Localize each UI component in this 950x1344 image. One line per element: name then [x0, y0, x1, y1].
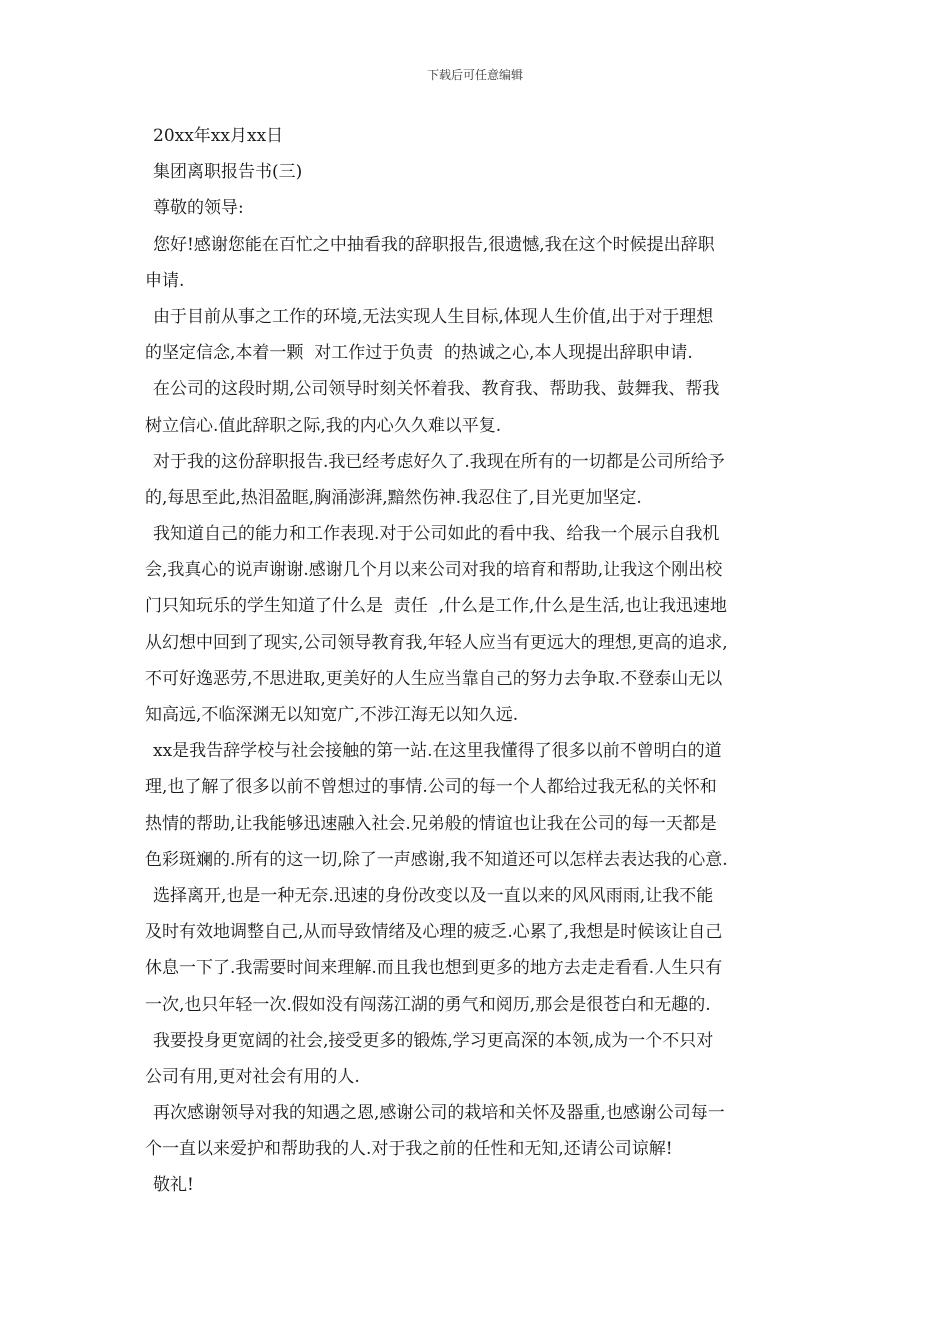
text-line: 知高远,不临深渊无以知宽广,不涉江海无以知久远. — [145, 705, 519, 725]
header-note: 下载后可任意编辑 — [426, 68, 523, 82]
text-line: 会,我真心的说声谢谢.感谢几个月以来公司对我的培育和帮助,让我这个刚出校 — [145, 560, 723, 581]
text-line: 敬礼! — [153, 1175, 194, 1196]
text-line: 再次感谢领导对我的知遇之恩,感谢公司的栽培和关怀及器重,也感谢公司每一 — [153, 1103, 725, 1124]
text-line: 的,每思至此,热泪盈眶,胸涌澎湃,黯然伤神.我忍住了,目光更加坚定. — [145, 487, 642, 508]
text-line: 公司有用,更对社会有用的人. — [145, 1066, 360, 1087]
text-line: 申请. — [145, 270, 185, 291]
text-line: 我知道自己的能力和工作表现.对于公司如此的看中我、给我一个展示自我机 — [153, 524, 720, 545]
text-line: 在公司的这段时期,公司领导时刻关怀着我、教育我、帮助我、鼓舞我、帮我 — [153, 379, 720, 400]
text-line: 门只知玩乐的学生知道了什么是 责任 ,什么是工作,什么是生活,也让我迅速地 — [145, 596, 727, 617]
text-line: 色彩斑斓的.所有的这一切,除了一声感谢,我不知道还可以怎样去表达我的心意. — [145, 849, 728, 870]
text-line: 从幻想中回到了现实,公司领导教育我,年轻人应当有更远大的理想,更高的追求, — [145, 632, 728, 653]
text-line: 树立信心.值此辞职之际,我的内心久久难以平复. — [145, 415, 502, 436]
text-line: 一次,也只年轻一次.假如没有闯荡江湖的勇气和阅历,那会是很苍白和无趣的. — [145, 994, 711, 1015]
text-line: 个一直以来爱护和帮助我的人.对于我之前的任性和无知,还请公司谅解! — [145, 1139, 673, 1160]
text-line: 由于目前从事之工作的环境,无法实现人生目标,体现人生价值,出于对于理想 — [153, 306, 714, 327]
text-line: 尊敬的领导: — [153, 198, 244, 219]
text-line: 热情的帮助,让我能够迅速融入社会.兄弟般的情谊也让我在公司的每一天都是 — [145, 813, 717, 834]
text-line: 我要投身更宽阔的社会,接受更多的锻炼,学习更高深的本领,成为一个不只对 — [153, 1030, 714, 1051]
text-line: 对于我的这份辞职报告.我已经考虑好久了.我现在所有的一切都是公司所给予 — [153, 451, 725, 472]
text-line: 及时有效地调整自己,从而导致情绪及心理的疲乏.心累了,我想是时候该让自己 — [145, 922, 723, 943]
text-line: 理,也了解了很多以前不曾想过的事情.公司的每一个人都给过我无私的关怀和 — [145, 777, 717, 798]
document-body — [145, 118, 813, 1204]
text-line: 不可好逸恶劳,不思进取,更美好的人生应当靠自己的努力去争取.不登泰山无以 — [145, 668, 723, 689]
text-line: 的坚定信念,本着一颗 对工作过于负责 的热诚之心,本人现提出辞职申请. — [145, 343, 693, 364]
text-line: 您好!感谢您能在百忙之中抽看我的辞职报告,很遗憾,我在这个时候提出辞职 — [153, 234, 715, 255]
text-line: xx是我告辞学校与社会接触的第一站.在这里我懂得了很多以前不曾明白的道 — [153, 741, 722, 762]
text-line: 20xx年xx月xx日 — [153, 126, 284, 146]
text-line: 选择离开,也是一种无奈.迅速的身份改变以及一直以来的风风雨雨,让我不能 — [153, 885, 714, 906]
text-line: 休息一下了.我需要时间来理解.而且我也想到更多的地方去走走看看.人生只有 — [145, 958, 723, 979]
text-line: 集团离职报告书(三) — [153, 162, 303, 183]
